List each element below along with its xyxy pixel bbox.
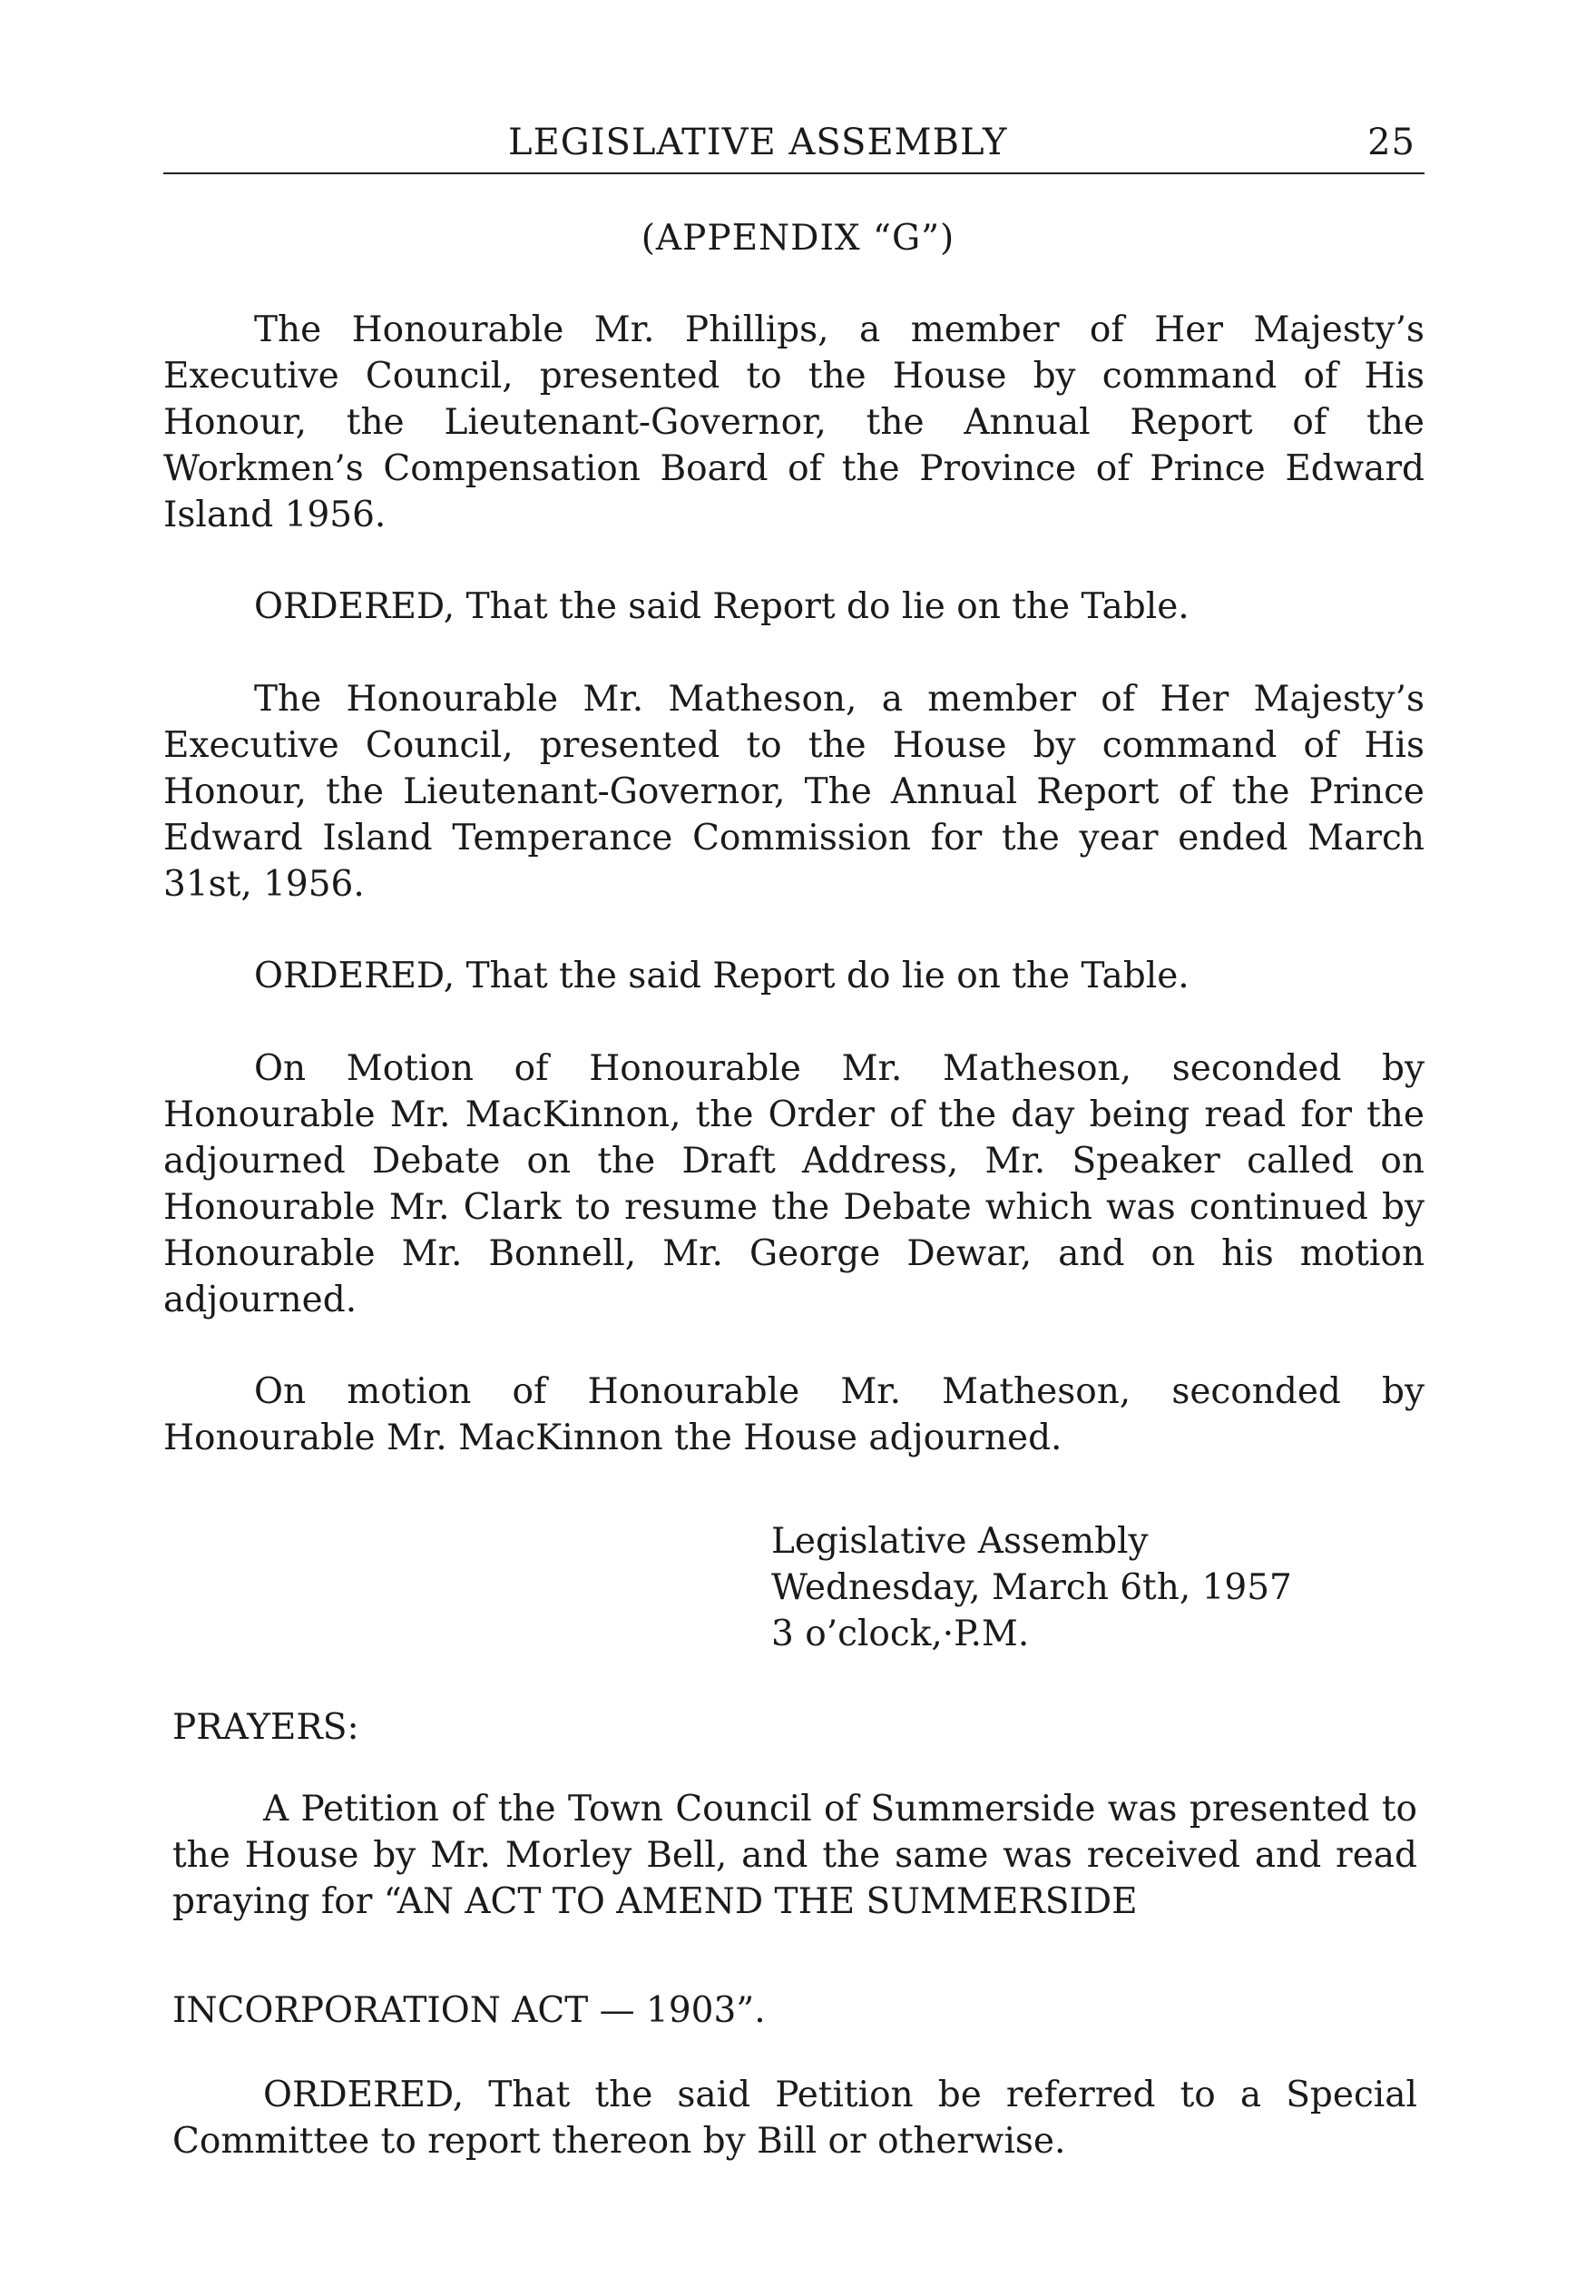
- appendix-heading: (APPENDIX “G”): [641, 218, 955, 259]
- paragraph-matheson-report: The Honourable Mr. Matheson, a member of Her Majesty’s Executive Council, presented to the House by command of His Honour, the Lieutenant-Governor, The Annual Report of the Prince Edward Island Temperance Commission for the year ended March 31st, 1956.: [163, 679, 1425, 905]
- paragraph-debate-motion: On Motion of Honourable Mr. Matheson, seconded by Honourable Mr. MacKinnon, the Order of the day being read for the adjourned Debate on the Draft Address, Mr. Speaker called on Honourable Mr. Clark to resume the Debate which was continued by Honourable Mr. Bonnell, Mr. George Dewar, and on his motion adjourned.: [163, 1048, 1425, 1320]
- session-date: Wednesday, March 6th, 1957: [771, 1567, 1292, 1608]
- paragraph-petition: A Petition of the Town Council of Summerside was presented to the House by Mr. Morley Bell, and the same was received and read praying for “AN ACT TO AMEND THE SUMMERSIDE: [172, 1789, 1417, 1922]
- session-time: 3 o’clock,·P.M.: [771, 1614, 1030, 1654]
- header-title: LEGISLATIVE ASSEMBLY: [508, 122, 1008, 163]
- petition-continued: INCORPORATION ACT — 1903”.: [172, 1990, 766, 2031]
- paragraph-ordered-petition: ORDERED, That the said Petition be referred to a Special Committee to report thereon by Bill or otherwise.: [172, 2075, 1417, 2162]
- paragraph-phillips-report: The Honourable Mr. Phillips, a member of Her Majesty’s Executive Council, presented to the House by command of His Honour, the Lieutenant-Governor, the Annual Report of the Workmen’s Compensation Board of the Province of Prince Edward Island 1956.: [163, 309, 1425, 535]
- page-number: 25: [1367, 122, 1415, 163]
- paragraph-adjourned: On motion of Honourable Mr. Matheson, seconded by Honourable Mr. MacKinnon the House adjourned.: [163, 1371, 1425, 1458]
- running-header: [163, 116, 1425, 174]
- session-block: [771, 1518, 1292, 1657]
- session-assembly: Legislative Assembly: [771, 1521, 1149, 1562]
- paragraph-ordered-1: ORDERED, That the said Report do lie on the Table.: [254, 586, 1190, 627]
- paragraph-ordered-2: ORDERED, That the said Report do lie on the Table.: [254, 956, 1190, 996]
- prayers-heading: PRAYERS:: [172, 1707, 359, 1748]
